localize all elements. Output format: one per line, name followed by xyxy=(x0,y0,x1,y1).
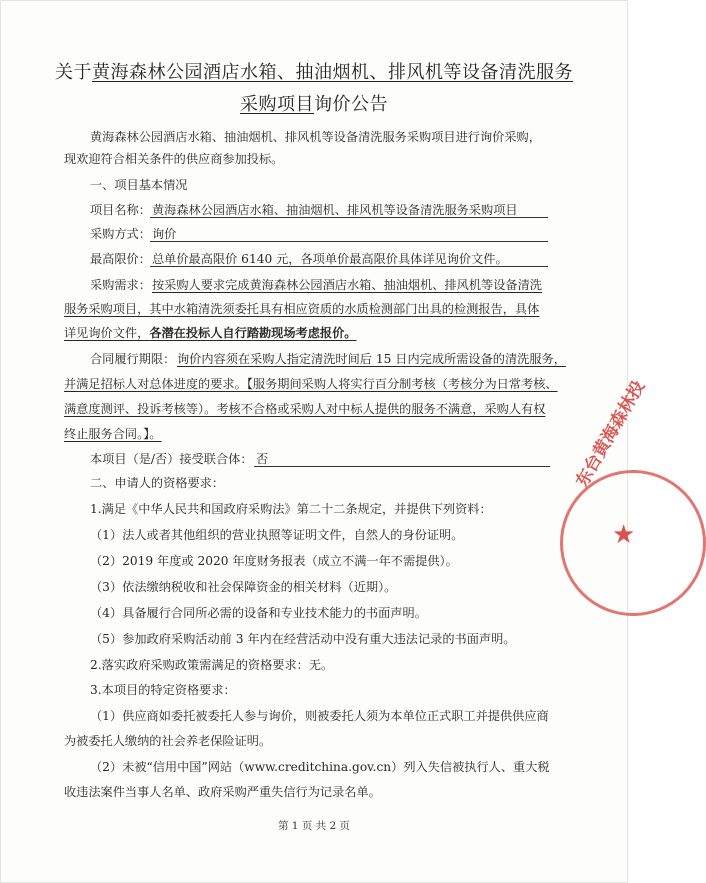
qual-3-2b: 收违法案件当事人名单、政府采购严重失信行为记录名单。 xyxy=(64,785,381,799)
qual-1: 1.满足《中华人民共和国政府采购法》第二十二条规定，并提供下列资料： xyxy=(90,502,492,516)
contract-label: 合同履行期限： xyxy=(90,352,176,366)
contract-line-1: 询价内容须在采购人指定清洗时间后 15 日内完成所需设备的清洗服务， xyxy=(177,352,566,366)
qual-1-2: （2）2019 年度或 2020 年度财务报表（成立不满一年不需提供）。 xyxy=(90,554,458,568)
title-suffix: 询价公告 xyxy=(314,94,388,115)
qual-1-3: （3）依法缴纳税收和社会保障资金的相关材料（近期）。 xyxy=(90,580,397,594)
method-value: 询价 xyxy=(152,227,177,241)
qual-1-4: （4）具备履行合同所必需的设备和专业技术能力的书面声明。 xyxy=(90,606,427,620)
doc-title-line-1 xyxy=(40,58,588,84)
need-line-3 xyxy=(64,324,357,341)
red-seal xyxy=(560,470,706,616)
contract-line-3: 满意度测评、投诉考核等）。考核不合格或采购人对中标人提供的服务不满意，采购人有权 xyxy=(64,402,546,416)
consortium-label: 本项目（是/否）接受联合体： xyxy=(90,452,253,466)
project-name-value: 黄海森林公园酒店水箱、抽油烟机、排风机等设备清洗服务采购项目 xyxy=(152,203,518,217)
qual-3-1a: （1）供应商如委托被委托人参与询价，则被委托人须为本单位正式职工并提供供应商 xyxy=(90,709,549,723)
underline xyxy=(150,241,548,242)
need-line-3b: 各潜在投标人自行踏勘现场考虑报价。 xyxy=(149,326,357,340)
need-label: 采购需求： xyxy=(90,278,151,292)
intro-line-2: 现欢迎符合相关条件的供应商参加投标。 xyxy=(64,152,284,166)
contract-line-4: 终止服务合同。】。 xyxy=(64,427,162,441)
title-project-suffix: 采购项目 xyxy=(240,94,314,115)
qual-3: 3.本项目的特定资格要求： xyxy=(90,683,236,697)
project-name-label: 项目名称： xyxy=(90,203,151,217)
qual-2: 2.落实政府采购政策需满足的资格要求：无。 xyxy=(90,658,334,672)
underline xyxy=(150,266,548,267)
price-value: 总单价最高限价 6140 元，各项单价最高限价具体详见询价文件。 xyxy=(152,252,508,266)
doc-title-line-2 xyxy=(40,90,588,116)
consortium-value: 否 xyxy=(256,452,269,466)
intro-line-1: 黄海森林公园酒店水箱、抽油烟机、排风机等设备清洗服务采购项目进行询价采购， xyxy=(90,130,541,144)
need-line-2: 服务采购项目，其中水箱清洗须委托具有相应资质的水质检测部门出具的检测报告，具体 xyxy=(64,302,540,316)
contract-line-2: 并满足招标人对总体进度的要求。【服务期间采购人将实行百分制考核（考核分为日常考核、 xyxy=(64,377,558,391)
price-label: 最高限价： xyxy=(90,252,151,266)
section-1-heading: 一、项目基本情况 xyxy=(90,178,188,192)
method-label: 采购方式： xyxy=(90,227,151,241)
need-line-1: 按采购人要求完成黄海森林公园酒店水箱、抽油烟机、排风机等设备清洗 xyxy=(152,278,542,292)
seal-star-icon: ★ xyxy=(612,520,636,550)
need-line-3a: 详见询价文件， xyxy=(64,326,150,340)
underline xyxy=(254,466,550,467)
qual-3-2a: （2）未被“信用中国”网站（www.creditchina.gov.cn）列入失信被执行人、重大税 xyxy=(90,760,550,774)
title-prefix: 关于 xyxy=(55,62,92,83)
page-footer: 第 1 页 共 2 页 xyxy=(277,820,351,832)
seal-text: 东台黄海森林投 xyxy=(572,377,650,491)
qual-1-5: （5）参加政府采购活动前 3 年内在经营活动中没有重大违法记录的书面声明。 xyxy=(90,632,516,646)
underline xyxy=(150,217,548,218)
section-2-heading: 二、申请人的资格要求： xyxy=(90,476,225,490)
qual-1-1: （1）法人或者其他组织的营业执照等证明文件，自然人的身份证明。 xyxy=(90,528,464,542)
title-project-name: 黄海森林公园酒店水箱、抽油烟机、排风机等设备清洗服务 xyxy=(92,62,573,83)
qual-3-1b: 为被委托人缴纳的社会养老保险证明。 xyxy=(64,734,272,748)
